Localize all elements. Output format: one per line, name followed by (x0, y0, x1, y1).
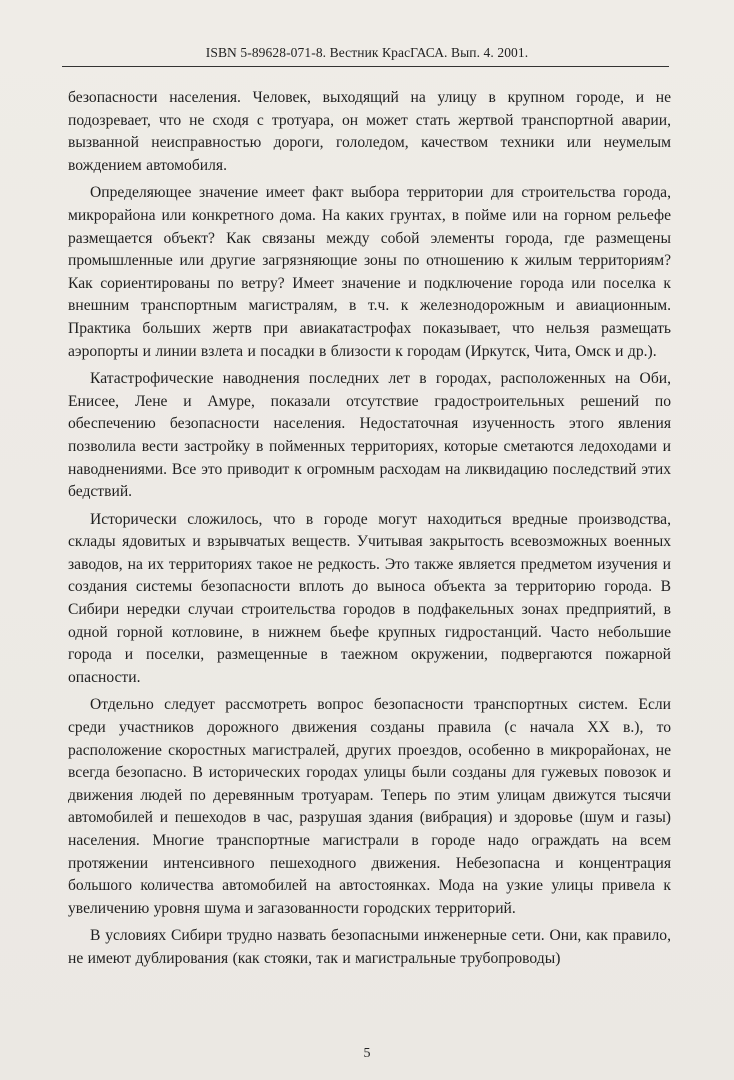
running-head: ISBN 5-89628-071-8. Вестник КрасГАСА. Вып. 4. 2001. (205, 45, 529, 60)
header-rule (62, 66, 669, 67)
paragraph-3: Катастрофические наводнения последних лет в городах, расположенных на Оби, Енисее, Лене и Амуре, показали отсутствие градостроительных решений по обеспечению безопасности населения. Недостаточная изученность этого явления позволила вести застройку в пойменных территориях, которые сметаются ледоходами и наводнениями. Все это приводит к огромным расходам на ликвидацию последствий этих бедствий. (68, 370, 671, 501)
page-number: 5 (363, 1046, 371, 1061)
paragraph-2: Определяющее значение имеет факт выбора территории для строительства города, микрорайона или конкретного дома. На каких грунтах, в пойме или на горном рельефе размещается объект? Как связаны между собой элементы города, где размещены промышленные или другие загрязняющие зоны по отношению к жилым территориям? Как сориентированы по ветру? Имеет значение и подключение города или поселка к внешним транспортным магистралям, в т.ч. к железнодорожным и авиационным. Практика больших жертв при авиакатастрофах показывает, что нельзя размещать аэропорты и линии взлета и посадки в близости к городам (Иркутск, Чита, Омск и др.). (68, 184, 671, 360)
body-text (68, 87, 671, 971)
paragraph-1: безопасности населения. Человек, выходящий на улицу в крупном городе, и не подозревает, что не сходя с тротуара, он может стать жертвой транспортной аварии, вызванной неисправностью дороги, гололедом, качеством техники или неумелым вождением автомобиля. (68, 89, 671, 174)
paragraph-4: Исторически сложилось, что в городе могут находиться вредные производства, склады ядовитых и взрывчатых веществ. Учитывая закрытость всевозможных военных заводов, на их территориях такое не редкость. Это также является предметом изучения и создания системы безопасности вплоть до выноса объекта за территорию города. В Сибири нередки случаи строительства городов в подфакельных зонах предприятий, в одной горной котловине, в нижнем бьефе крупных гидростанций. Часто небольшие города и поселки, размещенные в таежном окружении, подвергаются пожарной опасности. (68, 510, 671, 686)
paragraph-5: Отдельно следует рассмотреть вопрос безопасности транспортных систем. Если среди участников дорожного движения созданы правила (с начала XX в.), то расположение скоростных магистралей, других проездов, особенно в микрорайонах, не всегда безопасно. В исторических городах улицы были созданы для гужевых повозок и движения людей по деревянным тротуарам. Теперь по этим улицам движутся тысячи автомобилей и пешеходов в час, разрушая здания (вибрация) и здоровье (шум и газы) населения. Многие транспортные магистрали в городе надо ограждать на всем протяжении интенсивного пешеходного движения. Небезопасна и концентрация большого количества автомобилей на автостоянках. Мода на узкие улицы привела к увеличению уровня шума и загазованности городских территорий. (68, 696, 671, 917)
paragraph-6: В условиях Сибири трудно назвать безопасными инженерные сети. Они, как правило, не имеют дублирования (как стояки, так и магистральные трубопроводы) (68, 927, 671, 967)
